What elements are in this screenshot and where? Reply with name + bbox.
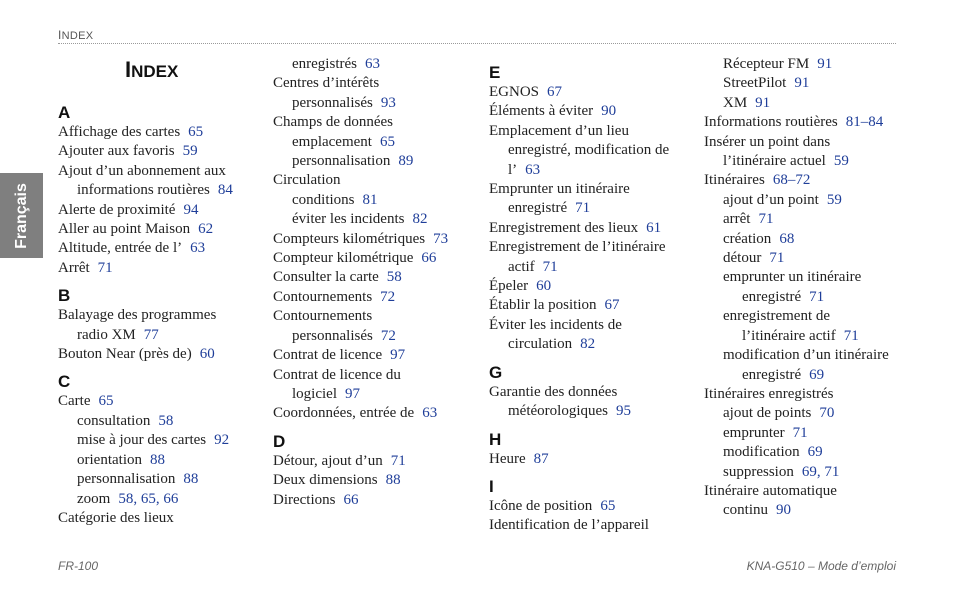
index-entry	[704, 404, 914, 423]
index-entry	[489, 402, 699, 421]
page-reference-link[interactable]: 60	[199, 346, 215, 363]
language-tab	[0, 173, 43, 258]
entry-term: l’itinéraire actuel	[723, 153, 826, 170]
page-reference-link[interactable]: 59	[182, 143, 198, 160]
page-reference-link[interactable]: 61	[646, 219, 662, 236]
entry-term: enregistré	[742, 288, 802, 305]
index-entry	[58, 451, 268, 470]
entry-term: détour	[723, 250, 762, 267]
page-reference-link[interactable]: 69	[809, 366, 825, 383]
entry-term: Consulter la carte	[273, 269, 379, 286]
index-entry	[489, 219, 699, 238]
index-entry	[704, 327, 914, 346]
entry-term: personnalisation	[77, 471, 176, 488]
entry-term: modification d’un itinéraire	[723, 347, 889, 364]
index-entry	[489, 141, 699, 160]
entry-term: Insérer un point dans	[704, 133, 831, 150]
entry-term: Carte	[58, 393, 91, 410]
entry-term: emprunter un itinéraire	[723, 269, 862, 286]
page-reference-link[interactable]: 59	[826, 191, 842, 208]
index-entry	[704, 171, 914, 190]
index-entry	[273, 133, 483, 152]
index-entry	[273, 191, 483, 210]
index-entry	[58, 123, 268, 142]
page-reference-link[interactable]: 71	[758, 211, 774, 228]
page-reference-link[interactable]: 71	[843, 327, 859, 344]
index-entry	[58, 220, 268, 239]
index-entry	[489, 122, 699, 141]
page-reference-link[interactable]: 71	[575, 200, 591, 217]
entry-term: informations routières	[77, 182, 210, 199]
page-reference-link[interactable]: 68	[779, 230, 795, 247]
index-entry	[704, 152, 914, 171]
index-entry	[704, 249, 914, 268]
column-entries	[273, 55, 483, 510]
page-reference-link[interactable]: 58	[158, 412, 174, 429]
entry-term: Éléments à éviter	[489, 103, 594, 120]
index-entry	[704, 230, 914, 249]
column-entries	[58, 95, 268, 528]
entry-term: l’	[508, 161, 518, 178]
entry-term: Balayage des programmes	[58, 307, 217, 324]
page-reference-link[interactable]: 65	[188, 124, 204, 140]
page-reference-link[interactable]: 71	[390, 452, 406, 469]
entry-term: mise à jour des cartes	[77, 432, 207, 449]
page-reference-link[interactable]: 63	[190, 240, 206, 257]
page-reference-link[interactable]: 82	[580, 336, 596, 353]
page-reference-link[interactable]: 71	[769, 250, 785, 267]
page-reference-link[interactable]: 59	[833, 153, 849, 170]
page-reference-link[interactable]: 68–72	[772, 172, 811, 189]
page-reference-link[interactable]: 66	[421, 250, 437, 267]
index-entry	[704, 424, 914, 443]
entry-term: Champs de données	[273, 114, 393, 131]
index-entry	[273, 230, 483, 249]
index-entry	[273, 452, 483, 471]
entry-term: Contrat de licence du	[273, 366, 401, 383]
entry-term: EGNOS	[489, 84, 540, 100]
index-entry	[704, 113, 914, 132]
index-entry	[704, 443, 914, 462]
section-letter: E	[489, 63, 501, 82]
entry-term: Garantie des données	[489, 383, 618, 400]
index-entry	[58, 345, 268, 364]
page-reference-link[interactable]: 73	[433, 230, 449, 247]
index-entry	[58, 470, 268, 489]
entry-term: Identification de l’appareil	[489, 517, 649, 534]
entry-term: orientation	[77, 451, 142, 468]
index-entry	[58, 181, 268, 200]
index-entry	[489, 238, 699, 257]
page-reference-link[interactable]: 70	[819, 405, 835, 422]
entry-term: Compteur kilométrique	[273, 250, 414, 267]
page-reference-link[interactable]: 71	[97, 259, 113, 276]
page-reference-link[interactable]: 88	[385, 472, 401, 489]
title-initial: I	[125, 57, 132, 82]
entry-term: XM	[723, 94, 748, 111]
entry-term: Enregistrement des lieux	[489, 219, 639, 236]
page-reference-link[interactable]: 82	[412, 211, 428, 228]
entry-term: emplacement	[292, 133, 372, 150]
entry-term: personnalisés	[292, 94, 373, 111]
index-entry	[273, 491, 483, 510]
entry-term: Bouton Near (près de)	[58, 346, 192, 363]
entry-term: Itinéraires enregistrés	[704, 385, 834, 402]
index-column-4	[704, 55, 914, 521]
column-entries	[489, 55, 699, 536]
index-entry	[58, 306, 268, 325]
page-reference-link[interactable]: 81–84	[845, 114, 884, 131]
index-entry	[273, 385, 483, 404]
entry-term: Récepteur FM	[723, 56, 810, 72]
page-reference-link[interactable]: 93	[380, 94, 396, 111]
entry-term: radio XM	[77, 326, 136, 343]
entry-term: actif	[508, 258, 535, 275]
page-reference-link[interactable]: 69	[807, 444, 823, 461]
entry-term: circulation	[508, 336, 573, 353]
index-column-2	[273, 55, 483, 510]
index-entry	[704, 366, 914, 385]
index-entry	[489, 180, 699, 199]
index-entry	[273, 404, 483, 423]
index-entry	[489, 277, 699, 296]
entry-term: enregistrés	[292, 56, 357, 72]
entry-term: Emplacement d’un lieu	[489, 122, 629, 139]
index-entry	[273, 471, 483, 490]
page-reference-link[interactable]: 71	[542, 258, 558, 275]
entry-term: zoom	[77, 490, 111, 507]
entry-term: éviter les incidents	[292, 211, 405, 228]
page-reference-link[interactable]: 90	[601, 103, 617, 120]
entry-term: création	[723, 230, 772, 247]
column-entries	[704, 55, 914, 521]
index-entry	[273, 171, 483, 190]
page-reference-link[interactable]: 88	[149, 451, 165, 468]
page-reference-link[interactable]: 81	[362, 191, 378, 208]
index-entry	[704, 210, 914, 229]
entry-term: modification	[723, 444, 800, 461]
page-reference-link[interactable]: 63	[422, 405, 438, 422]
index-entry	[273, 327, 483, 346]
index-entry	[489, 258, 699, 277]
page-reference-link[interactable]: 91	[755, 94, 771, 111]
index-entry	[704, 94, 914, 113]
running-head	[58, 28, 93, 42]
page-reference-link[interactable]: 60	[536, 278, 552, 295]
index-entry	[273, 210, 483, 229]
index-entry	[273, 307, 483, 326]
page-reference-link[interactable]: 91	[794, 75, 810, 92]
page-reference-link[interactable]: 62	[198, 221, 214, 238]
index-entry	[58, 201, 268, 220]
entry-term: Contournements	[273, 308, 373, 325]
index-entry	[58, 431, 268, 450]
entry-term: Altitude, entrée de l’	[58, 240, 183, 257]
index-entry	[58, 259, 268, 278]
entry-term: continu	[723, 502, 768, 519]
entry-term: consultation	[77, 412, 151, 429]
page-reference-link[interactable]: 88	[183, 471, 199, 488]
index-entry	[58, 326, 268, 345]
page-reference-link[interactable]: 65	[98, 393, 114, 410]
index-entry	[58, 239, 268, 258]
index-column-1	[58, 55, 268, 528]
page-reference-link[interactable]: 58	[386, 269, 402, 286]
index-entry	[704, 74, 914, 93]
index-entry	[273, 74, 483, 93]
entry-term: ajout de points	[723, 405, 812, 422]
index-entry	[58, 509, 268, 528]
entry-term: Informations routières	[704, 114, 838, 131]
entry-term: conditions	[292, 191, 355, 208]
index-entry	[58, 490, 268, 509]
index-entry	[273, 94, 483, 113]
page-reference-link[interactable]: 90	[776, 502, 791, 519]
page-reference-link[interactable]: 67	[604, 297, 620, 314]
section-letter: G	[489, 362, 503, 382]
index-entry	[273, 55, 483, 74]
entry-term: ajout d’un point	[723, 191, 819, 208]
page-reference-link[interactable]: 66	[343, 491, 359, 508]
entry-term: Catégorie des lieux	[58, 509, 174, 526]
index-entry	[704, 482, 914, 501]
entry-term: Deux dimensions	[273, 472, 378, 489]
page-reference-link[interactable]: 97	[345, 385, 360, 402]
index-entry	[58, 392, 268, 411]
entry-term: logiciel	[292, 385, 337, 402]
entry-term: Centres d’intérêts	[273, 75, 380, 92]
entry-term: Circulation	[273, 172, 341, 189]
page-title	[125, 55, 268, 95]
section-letter: C	[58, 372, 71, 392]
page-reference-link[interactable]: 65	[379, 133, 395, 150]
index-entry	[704, 346, 914, 365]
entry-term: suppression	[723, 463, 794, 480]
page-reference-link[interactable]: 91	[817, 56, 833, 72]
section-letter: B	[58, 286, 71, 306]
section-letter: A	[58, 103, 71, 122]
index-entry	[273, 346, 483, 365]
index-entry	[704, 268, 914, 287]
page-reference-link[interactable]: 97	[390, 347, 406, 364]
page-reference-link[interactable]: 92	[214, 432, 230, 449]
entry-term: Épeler	[489, 278, 529, 295]
index-entry	[489, 102, 699, 121]
entry-term: Contrat de licence	[273, 347, 383, 364]
index-entry	[704, 191, 914, 210]
index-entry	[58, 412, 268, 431]
entry-term: Itinéraire automatique	[704, 482, 837, 499]
entry-term: Contournements	[273, 288, 373, 305]
index-entry	[704, 385, 914, 404]
entry-term: Heure	[489, 450, 526, 467]
entry-term: Détour, ajout d’un	[273, 452, 383, 469]
page-reference-link[interactable]: 71	[792, 424, 808, 441]
page-number: FR-100	[58, 559, 99, 573]
index-entry	[273, 249, 483, 268]
entry-term: Icône de position	[489, 497, 593, 514]
index-entry	[704, 288, 914, 307]
section-letter: H	[489, 429, 502, 449]
entry-term: personnalisés	[292, 327, 373, 344]
entry-term: Ajouter aux favoris	[58, 143, 175, 160]
entry-term: Affichage des cartes	[58, 124, 181, 140]
entry-term: Arrêt	[58, 259, 90, 276]
header-rule	[58, 43, 896, 44]
page-reference-link[interactable]: 95	[615, 403, 631, 420]
entry-term: enregistré, modification de	[508, 142, 670, 159]
page-reference-link[interactable]: 67	[547, 84, 563, 100]
entry-term: StreetPilot	[723, 75, 787, 92]
section-letter: D	[273, 431, 286, 451]
index-entry	[489, 199, 699, 218]
index-entry	[704, 55, 914, 74]
page-reference-link[interactable]: 63	[525, 161, 541, 178]
section-letter: I	[489, 476, 494, 496]
entry-term: Emprunter un itinéraire	[489, 181, 630, 198]
manual-title: KNA-G510 – Mode d’emploi	[746, 559, 896, 573]
entry-term: Directions	[273, 491, 336, 508]
index-entry	[704, 307, 914, 326]
entry-term: Itinéraires	[704, 172, 765, 189]
entry-term: emprunter	[723, 424, 785, 441]
index-entry	[489, 83, 699, 102]
index-entry	[58, 162, 268, 181]
index-entry	[704, 133, 914, 152]
page-reference-link[interactable]: 71	[809, 288, 825, 305]
index-entry	[489, 450, 699, 469]
index-entry	[704, 501, 914, 520]
entry-term: Enregistrement de l’itinéraire	[489, 239, 666, 256]
page-reference-link[interactable]: 72	[380, 288, 396, 305]
title-rest: NDEX	[131, 62, 179, 81]
running-head-rest: NDEX	[61, 30, 94, 42]
page-reference-link[interactable]: 58, 65, 66	[118, 490, 179, 507]
entry-term: Éviter les incidents de	[489, 316, 622, 333]
entry-term: arrêt	[723, 211, 751, 228]
entry-term: Ajout d’un abonnement aux	[58, 162, 226, 179]
page-reference-link[interactable]: 63	[364, 56, 380, 72]
index-entry	[489, 296, 699, 315]
index-entry	[489, 383, 699, 402]
index-entry	[489, 335, 699, 354]
entry-term: enregistré	[742, 366, 802, 383]
index-entry	[489, 516, 699, 535]
index-entry	[704, 463, 914, 482]
page-reference-link[interactable]: 65	[600, 497, 616, 514]
page-reference-link[interactable]: 89	[398, 153, 414, 170]
index-column-3	[489, 55, 699, 536]
index-entry	[273, 268, 483, 287]
entry-term: Établir la position	[489, 297, 597, 314]
page-reference-link[interactable]: 77	[143, 326, 159, 343]
index-entry	[489, 316, 699, 335]
entry-term: Alerte de proximité	[58, 201, 176, 218]
index-entry	[273, 366, 483, 385]
index-entry	[489, 497, 699, 516]
language-tab-label: Français	[12, 182, 30, 249]
running-head-initial: I	[58, 28, 62, 42]
entry-term: Aller au point Maison	[58, 221, 191, 238]
entry-term: Compteurs kilométriques	[273, 230, 426, 247]
entry-term: Coordonnées, entrée de	[273, 405, 415, 422]
entry-term: enregistré	[508, 200, 568, 217]
index-entry	[273, 152, 483, 171]
index-entry	[273, 288, 483, 307]
index-entry	[273, 113, 483, 132]
page-reference-link[interactable]: 87	[533, 450, 549, 467]
page-reference-link[interactable]: 84	[217, 182, 233, 199]
entry-term: personnalisation	[292, 153, 391, 170]
entry-term: l’itinéraire actif	[742, 327, 836, 344]
entry-term: enregistrement de	[723, 308, 831, 325]
page-reference-link[interactable]: 94	[183, 201, 199, 218]
entry-term: météorologiques	[508, 403, 608, 420]
index-entry	[489, 161, 699, 180]
page-reference-link[interactable]: 69, 71	[801, 463, 840, 480]
index-entry	[58, 142, 268, 161]
page-reference-link[interactable]: 72	[380, 327, 396, 344]
